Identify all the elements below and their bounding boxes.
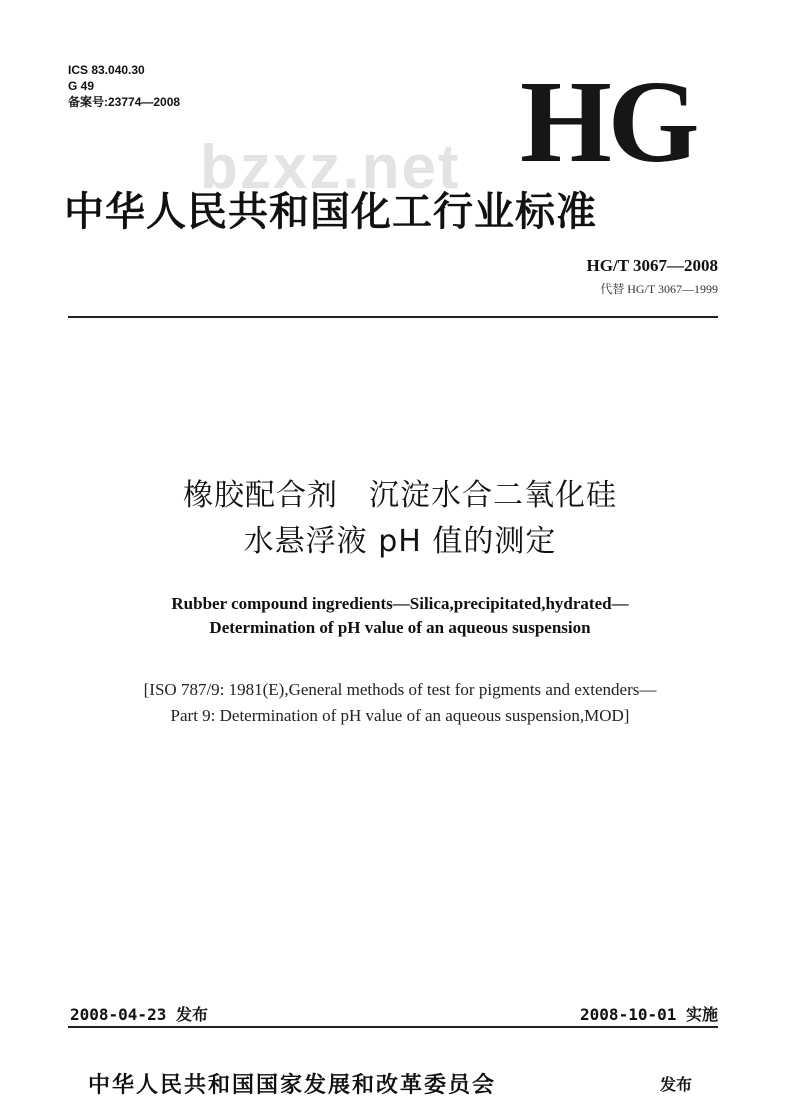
title-en-line1: Rubber compound ingredients—Silica,precipitated,hydrated—: [171, 594, 629, 613]
iso-reference-line2: Part 9: Determination of pH value of an aqueous suspension,MOD]: [170, 706, 630, 725]
classification-code: G 49: [68, 79, 95, 93]
issuer-tag: 发布: [660, 1075, 693, 1094]
record-number: 备案号:23774—2008: [68, 95, 181, 109]
top-divider: [68, 316, 718, 318]
standard-code: HG/T 3067—2008: [586, 256, 718, 275]
hg-logo: HG: [520, 56, 696, 187]
title-cn-line2: 水悬浮液 pH 值的测定: [243, 524, 557, 559]
issue-date: 2008-04-23 发布: [70, 1005, 208, 1024]
watermark: bzxz.net: [200, 133, 461, 202]
standard-category-title: 中华人民共和国化工行业标准: [64, 189, 597, 235]
iso-reference-line1: [ISO 787/9: 1981(E),General methods of test for pigments and extenders—: [143, 680, 657, 699]
title-cn-line1: 橡胶配合剂 沉淀水合二氧化硅: [183, 478, 617, 513]
ics-code: ICS 83.040.30: [68, 63, 145, 77]
header-metadata: [68, 62, 180, 110]
issuing-authority: 中华人民共和国国家发展和改革委员会: [88, 1073, 497, 1098]
bottom-divider: [68, 1026, 718, 1028]
title-en-line2: Determination of pH value of an aqueous suspension: [209, 618, 591, 637]
implementation-date: 2008-10-01 实施: [580, 1005, 718, 1024]
replaces-note: 代替 HG/T 3067—1999: [600, 282, 718, 296]
